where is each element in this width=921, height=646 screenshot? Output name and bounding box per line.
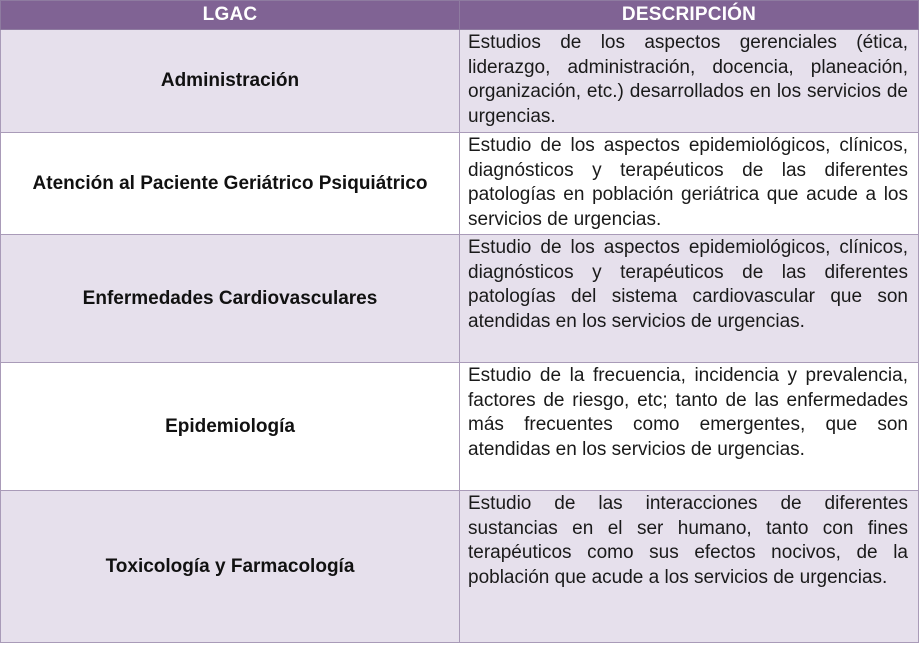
table-row <box>1 235 919 363</box>
lgac-cell: Administración <box>1 30 460 133</box>
header-descripcion: DESCRIPCIÓN <box>460 1 919 30</box>
lgac-cell: Toxicología y Farmacología <box>1 491 460 643</box>
description-cell: Estudio de los aspectos epidemiológicos, clínicos, diagnósticos y terapéuticos de las diferentes patologías en población geriátrica que acude a los servicios de urgencias. <box>460 133 919 235</box>
lgac-cell: Epidemiología <box>1 363 460 491</box>
table-row <box>1 133 919 235</box>
table-row <box>1 491 919 643</box>
table-header-row <box>1 1 919 30</box>
description-cell: Estudios de los aspectos gerenciales (ética, liderazgo, administración, docencia, planeación, organización, etc.) desarrollados en los servicios de urgencias. <box>460 30 919 133</box>
lgac-cell: Atención al Paciente Geriátrico Psiquiátrico <box>1 133 460 235</box>
table-row <box>1 363 919 491</box>
table-row <box>1 30 919 133</box>
description-cell: Estudio de la frecuencia, incidencia y prevalencia, factores de riesgo, etc; tanto de las enfermedades más frecuentes como emergentes, que son atendidas en los servicios de urgencias. <box>460 363 919 491</box>
lgac-cell: Enfermedades Cardiovasculares <box>1 235 460 363</box>
description-cell: Estudio de los aspectos epidemiológicos, clínicos, diagnósticos y terapéuticos de las diferentes patologías del sistema cardiovascular que son atendidas en los servicios de urgencias. <box>460 235 919 363</box>
description-cell: Estudio de las interacciones de diferentes sustancias en el ser humano, tanto con fines terapéuticos como sus efectos nocivos, de la población que acude a los servicios de urgencias. <box>460 491 919 643</box>
header-lgac: LGAC <box>1 1 460 30</box>
